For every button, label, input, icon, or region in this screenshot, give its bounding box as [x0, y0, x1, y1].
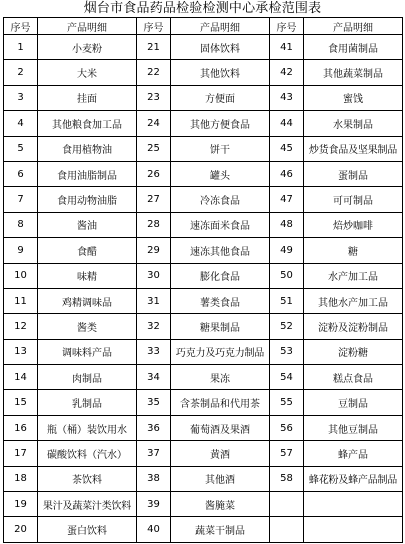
table-row	[4, 492, 403, 517]
item-number: 50	[270, 263, 304, 288]
product-name: 小麦粉	[38, 35, 137, 60]
table-row	[4, 441, 403, 466]
product-name: 可可制品	[304, 187, 403, 212]
product-name: 碳酸饮料（汽水）	[38, 441, 137, 466]
header-product: 产品明细	[304, 18, 403, 35]
item-number: 22	[137, 60, 171, 85]
item-number: 47	[270, 187, 304, 212]
table-row	[4, 517, 403, 542]
item-number: 39	[137, 492, 171, 517]
table-row	[4, 288, 403, 313]
product-name: 味精	[38, 263, 137, 288]
table-row	[4, 466, 403, 491]
item-number: 55	[270, 390, 304, 415]
product-name: 黄酒	[171, 441, 270, 466]
table-row	[4, 263, 403, 288]
item-number: 36	[137, 415, 171, 440]
item-number: 24	[137, 111, 171, 136]
product-name: 肉制品	[38, 365, 137, 390]
product-name: 茶饮料	[38, 466, 137, 491]
item-number: 8	[4, 212, 38, 237]
item-number: 43	[270, 85, 304, 110]
table-row	[4, 390, 403, 415]
product-name: 酱类	[38, 314, 137, 339]
product-name: 鸡精调味品	[38, 288, 137, 313]
product-name: 挂面	[38, 85, 137, 110]
item-number: 29	[137, 238, 171, 263]
item-number: 10	[4, 263, 38, 288]
item-number	[270, 492, 304, 517]
item-number: 14	[4, 365, 38, 390]
item-number: 37	[137, 441, 171, 466]
item-number: 31	[137, 288, 171, 313]
item-number: 45	[270, 136, 304, 161]
item-number: 16	[4, 415, 38, 440]
item-number: 21	[137, 35, 171, 60]
product-name: 糖果制品	[171, 314, 270, 339]
table-row	[4, 339, 403, 364]
item-number: 30	[137, 263, 171, 288]
product-name: 食用植物油	[38, 136, 137, 161]
item-number: 1	[4, 35, 38, 60]
item-number: 58	[270, 466, 304, 491]
product-name: 淀粉及淀粉制品	[304, 314, 403, 339]
item-number: 11	[4, 288, 38, 313]
product-name: 其他方便食品	[171, 111, 270, 136]
header-product: 产品明细	[171, 18, 270, 35]
item-number: 5	[4, 136, 38, 161]
header-product: 产品明细	[38, 18, 137, 35]
item-number: 32	[137, 314, 171, 339]
item-number: 40	[137, 517, 171, 542]
header-number: 序号	[4, 18, 38, 35]
product-name: 果冻	[171, 365, 270, 390]
product-name: 炒货食品及坚果制品	[304, 136, 403, 161]
product-name: 食醋	[38, 238, 137, 263]
item-number: 2	[4, 60, 38, 85]
product-name: 糖	[304, 238, 403, 263]
product-name: 葡萄酒及果酒	[171, 415, 270, 440]
product-name: 水产加工品	[304, 263, 403, 288]
product-name: 其他酒	[171, 466, 270, 491]
product-name: 大米	[38, 60, 137, 85]
table-row	[4, 187, 403, 212]
item-number: 6	[4, 161, 38, 186]
item-number: 19	[4, 492, 38, 517]
item-number: 46	[270, 161, 304, 186]
item-number: 56	[270, 415, 304, 440]
table-row	[4, 60, 403, 85]
product-name: 乳制品	[38, 390, 137, 415]
product-name: 蜂花粉及蜂产品制品	[304, 466, 403, 491]
product-name: 食用油脂制品	[38, 161, 137, 186]
item-number: 34	[137, 365, 171, 390]
item-number: 27	[137, 187, 171, 212]
product-name: 其他饮料	[171, 60, 270, 85]
item-number: 44	[270, 111, 304, 136]
product-name: 速冻其他食品	[171, 238, 270, 263]
table-row	[4, 161, 403, 186]
item-number: 33	[137, 339, 171, 364]
product-name: 薯类食品	[171, 288, 270, 313]
product-name: 酱腌菜	[171, 492, 270, 517]
item-number: 54	[270, 365, 304, 390]
item-number: 51	[270, 288, 304, 313]
product-name: 罐头	[171, 161, 270, 186]
table-row	[4, 111, 403, 136]
header-number: 序号	[137, 18, 171, 35]
item-number: 4	[4, 111, 38, 136]
product-name: 巧克力及巧克力制品	[171, 339, 270, 364]
item-number: 20	[4, 517, 38, 542]
page-title: 烟台市食品药品检验检测中心承检范围表	[83, 1, 322, 16]
product-name: 饼干	[171, 136, 270, 161]
product-name	[304, 517, 403, 542]
product-name: 方便面	[171, 85, 270, 110]
item-number: 17	[4, 441, 38, 466]
product-name: 膨化食品	[171, 263, 270, 288]
product-name: 速冻面米食品	[171, 212, 270, 237]
item-number: 52	[270, 314, 304, 339]
item-number: 42	[270, 60, 304, 85]
product-name: 冷冻食品	[171, 187, 270, 212]
table-row	[4, 212, 403, 237]
item-number: 26	[137, 161, 171, 186]
item-number: 7	[4, 187, 38, 212]
table-body	[4, 35, 403, 543]
item-number	[270, 517, 304, 542]
product-name: 糕点食品	[304, 365, 403, 390]
product-name: 蜜饯	[304, 85, 403, 110]
product-name: 水果制品	[304, 111, 403, 136]
item-number: 41	[270, 35, 304, 60]
product-name	[304, 492, 403, 517]
table-row	[4, 136, 403, 161]
product-name: 蛋白饮料	[38, 517, 137, 542]
product-name: 食用菌制品	[304, 35, 403, 60]
item-number: 12	[4, 314, 38, 339]
product-name: 食用动物油脂	[38, 187, 137, 212]
item-number: 13	[4, 339, 38, 364]
product-name: 蔬菜干制品	[171, 517, 270, 542]
item-number: 25	[137, 136, 171, 161]
product-name: 其他豆制品	[304, 415, 403, 440]
product-name: 固体饮料	[171, 35, 270, 60]
table-row	[4, 238, 403, 263]
product-name: 调味料产品	[38, 339, 137, 364]
inspection-scope-table	[3, 17, 403, 543]
product-name: 蜂产品	[304, 441, 403, 466]
table-row	[4, 314, 403, 339]
product-name: 其他水产加工品	[304, 288, 403, 313]
item-number: 9	[4, 238, 38, 263]
item-number: 49	[270, 238, 304, 263]
product-name: 豆制品	[304, 390, 403, 415]
table-row	[4, 35, 403, 60]
product-name: 焙炒咖啡	[304, 212, 403, 237]
item-number: 35	[137, 390, 171, 415]
product-name: 含茶制品和代用茶	[171, 390, 270, 415]
product-name: 其他粮食加工品	[38, 111, 137, 136]
product-name: 蛋制品	[304, 161, 403, 186]
item-number: 23	[137, 85, 171, 110]
item-number: 18	[4, 466, 38, 491]
table-row	[4, 415, 403, 440]
item-number: 15	[4, 390, 38, 415]
item-number: 38	[137, 466, 171, 491]
header-number: 序号	[270, 18, 304, 35]
item-number: 57	[270, 441, 304, 466]
table-header-row	[4, 18, 403, 35]
product-name: 果汁及蔬菜汁类饮料	[38, 492, 137, 517]
table-row	[4, 85, 403, 110]
item-number: 28	[137, 212, 171, 237]
table-row	[4, 365, 403, 390]
item-number: 48	[270, 212, 304, 237]
item-number: 53	[270, 339, 304, 364]
product-name: 其他蔬菜制品	[304, 60, 403, 85]
product-name: 瓶（桶）装饮用水	[38, 415, 137, 440]
item-number: 3	[4, 85, 38, 110]
product-name: 酱油	[38, 212, 137, 237]
product-name: 淀粉糖	[304, 339, 403, 364]
